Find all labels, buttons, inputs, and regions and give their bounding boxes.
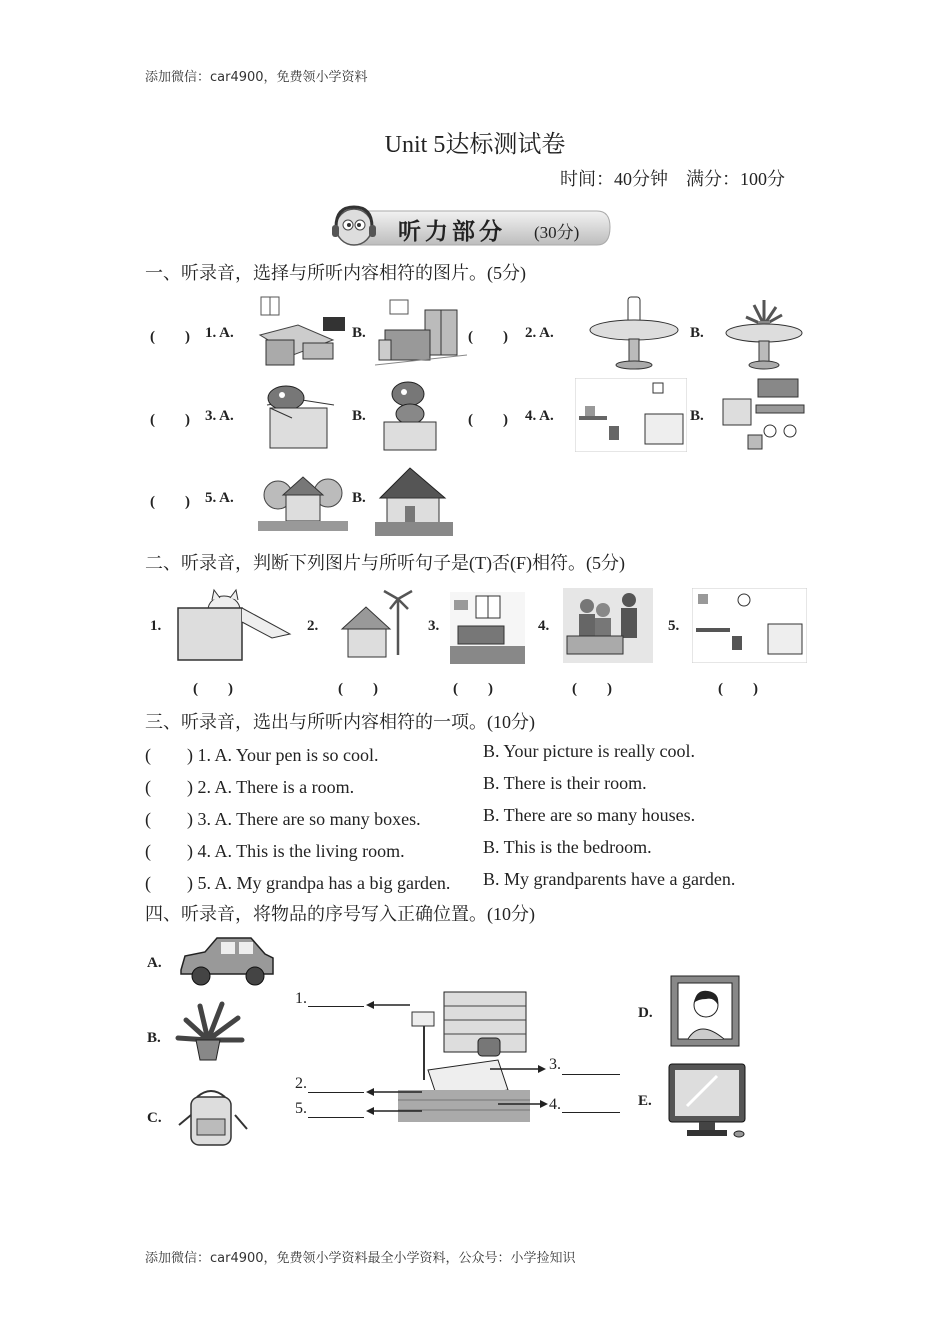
s1-paren-3: ( ) [150, 412, 190, 428]
potted-plant-picture [172, 1000, 247, 1062]
section2-heading: 二、听录音，判断下列图片与所听句子是(T)否(F)相符。(5分) [145, 553, 625, 573]
s1-num-2: 2. A. [525, 325, 554, 341]
s3-option-b-2: B. There is their room. [483, 773, 647, 793]
s2-num-5: 5. [668, 618, 680, 634]
s1-paren-2: ( ) [468, 329, 508, 345]
s3-option-a-5: ( ) 5. A. My grandpa has a big garden. [145, 873, 451, 893]
s1-b-4: B. [690, 408, 704, 424]
computer-monitor-picture [667, 1062, 749, 1140]
dog-in-box-picture [262, 380, 337, 450]
s2-num-3: 3. [428, 618, 440, 634]
framed-photo-picture [670, 975, 740, 1047]
dog-on-box-picture [380, 380, 440, 452]
s1-b-3: B. [352, 408, 366, 424]
bedroom-picture [375, 295, 467, 370]
s4-letter-b: B. [147, 1030, 161, 1046]
s2-answer-4: ( ) [572, 681, 612, 697]
page-title: Unit 5达标测试卷 [384, 132, 566, 158]
car-picture [175, 932, 277, 992]
living-room-picture [258, 295, 348, 370]
section3-heading: 三、听录音，选出与所听内容相符的一项。(10分) [145, 712, 535, 732]
study-room-picture-a [575, 378, 687, 452]
arrow-left-icon [364, 998, 414, 1012]
backpack-picture [175, 1085, 250, 1150]
s3-option-a-3: ( ) 3. A. There are so many boxes. [145, 809, 421, 829]
s3-option-b-1: B. Your picture is really cool. [483, 741, 695, 761]
s1-paren-4: ( ) [468, 412, 508, 428]
s2-answer-1: ( ) [193, 681, 233, 697]
s2-num-1: 1. [150, 618, 162, 634]
s4-blank-4: 4. [549, 1096, 561, 1113]
s3-option-a-2: ( ) 2. A. There is a room. [145, 777, 355, 797]
s2-answer-3: ( ) [453, 681, 493, 697]
s4-letter-c: C. [147, 1110, 162, 1126]
table-with-plant-picture [724, 295, 804, 370]
s1-b-5: B. [352, 490, 366, 506]
house-with-trees-picture [258, 465, 348, 533]
s4-letter-d: D. [638, 1005, 653, 1021]
s4-letter-e: E. [638, 1093, 652, 1109]
section4-heading: 四、听录音，将物品的序号写入正确位置。(10分) [145, 904, 535, 924]
room-with-table-picture [450, 592, 525, 664]
s3-option-b-5: B. My grandparents have a garden. [483, 869, 736, 889]
s1-num-1: 1. A. [205, 325, 234, 341]
cat-in-box-picture [172, 588, 292, 663]
s4-blank-line-2 [308, 1092, 364, 1093]
s4-blank-line-5 [308, 1117, 364, 1118]
s1-paren-5: ( ) [150, 494, 190, 510]
study-room-picture-c [692, 588, 807, 663]
s1-num-4: 4. A. [525, 408, 554, 424]
s1-paren-1: ( ) [150, 329, 190, 345]
arrow-right-icon [496, 1097, 550, 1111]
s4-blank-2: 2. [295, 1075, 307, 1092]
house-with-palm-picture [340, 585, 415, 663]
s3-option-a-1: ( ) 1. A. Your pen is so cool. [145, 745, 379, 765]
s3-option-a-4: ( ) 4. A. This is the living room. [145, 841, 405, 861]
s3-option-b-4: B. This is the bedroom. [483, 837, 652, 857]
banner-label: 听力部分 [398, 219, 506, 245]
footer-note: 添加微信：car4900，免费领小学资料最全小学资料，公众号：小学捡知识 [145, 1251, 576, 1266]
header-note: 添加微信：car4900，免费领小学资料 [145, 70, 368, 85]
s3-option-b-3: B. There are so many houses. [483, 805, 696, 825]
s1-num-3: 3. A. [205, 408, 234, 424]
arrow-right-icon [488, 1062, 548, 1076]
table-with-bottle-picture [588, 295, 680, 370]
s4-blank-line-4 [562, 1112, 620, 1113]
s2-answer-2: ( ) [338, 681, 378, 697]
s2-answer-5: ( ) [718, 681, 758, 697]
s1-b-1: B. [352, 325, 366, 341]
arrow-left-icon [364, 1085, 424, 1099]
s4-blank-1: 1. [295, 990, 307, 1007]
s4-blank-5: 5. [295, 1100, 307, 1117]
s4-blank-line-1 [308, 1006, 364, 1007]
arrow-left-icon [364, 1104, 424, 1118]
study-room-picture-b [718, 375, 808, 453]
s4-blank-3: 3. [549, 1056, 561, 1073]
s4-letter-a: A. [147, 955, 162, 971]
s4-blank-line-3 [562, 1074, 620, 1075]
family-picture [563, 588, 653, 663]
s2-num-2: 2. [307, 618, 319, 634]
s1-b-2: B. [690, 325, 704, 341]
section1-heading: 一、听录音，选择与所听内容相符的图片。(5分) [145, 263, 526, 283]
exam-meta: 时间：40分钟 满分：100分 [560, 169, 785, 189]
s1-num-5: 5. A. [205, 490, 234, 506]
banner-score: (30分) [534, 223, 580, 242]
listening-banner [322, 203, 612, 251]
s2-num-4: 4. [538, 618, 550, 634]
house-with-garden-picture [375, 462, 453, 536]
